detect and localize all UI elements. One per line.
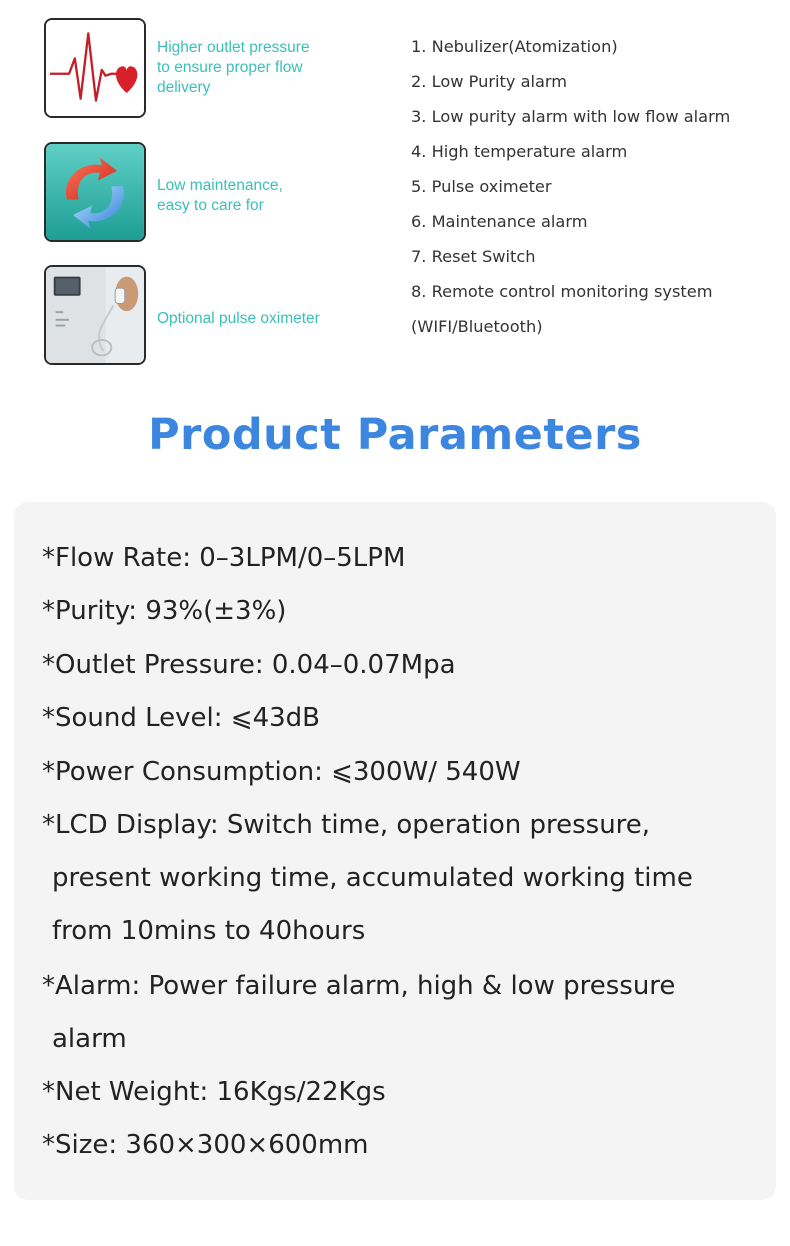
list-item: 6. Maintenance alarm bbox=[411, 212, 588, 231]
param-sound-level: *Sound Level: ⩽43dB bbox=[42, 703, 321, 733]
circular-arrows-graphic bbox=[46, 144, 144, 240]
param-alarm: *Alarm: Power failure alarm, high & low pressure alarm bbox=[42, 971, 676, 1054]
list-item: 7. Reset Switch bbox=[411, 247, 536, 266]
list-item: (WIFI/Bluetooth) bbox=[411, 317, 543, 336]
list-item: 5. Pulse oximeter bbox=[411, 177, 552, 196]
circular-arrows-icon bbox=[44, 142, 146, 242]
list-item: 4. High temperature alarm bbox=[411, 142, 628, 161]
heartbeat-heart-icon bbox=[44, 18, 146, 118]
pulse-oximeter-photo-icon bbox=[44, 265, 146, 365]
pulse-oximeter-graphic bbox=[46, 267, 144, 363]
feature-text-maintenance: Low maintenance, easy to care for bbox=[157, 177, 283, 214]
section-title: Product Parameters bbox=[148, 410, 642, 460]
param-flow-rate: *Flow Rate: 0–3LPM/0–5LPM bbox=[42, 543, 406, 573]
list-item: 8. Remote control monitoring system bbox=[411, 282, 713, 301]
param-lcd-display: *LCD Display: Switch time, operation pressure, present working time, accumulated working time from 10mins to 40hours bbox=[42, 810, 693, 946]
param-size: *Size: 360×300×600mm bbox=[42, 1130, 369, 1160]
param-power-consumption: *Power Consumption: ⩽300W/ 540W bbox=[42, 757, 521, 787]
parameters-card bbox=[14, 502, 776, 1200]
feature-text-pressure: Higher outlet pressure to ensure proper flow delivery bbox=[157, 39, 310, 96]
list-item: 2. Low Purity alarm bbox=[411, 72, 568, 91]
param-net-weight: *Net Weight: 16Kgs/22Kgs bbox=[42, 1077, 386, 1107]
feature-text-oximeter: Optional pulse oximeter bbox=[157, 310, 320, 327]
function-list bbox=[411, 34, 730, 349]
list-item: 3. Low purity alarm with low flow alarm bbox=[411, 107, 731, 126]
heartbeat-heart-graphic bbox=[46, 20, 144, 116]
param-purity: *Purity: 93%(±3%) bbox=[42, 596, 287, 626]
list-item: 1. Nebulizer(Atomization) bbox=[411, 37, 618, 56]
param-outlet-pressure: *Outlet Pressure: 0.04–0.07Mpa bbox=[42, 650, 456, 680]
